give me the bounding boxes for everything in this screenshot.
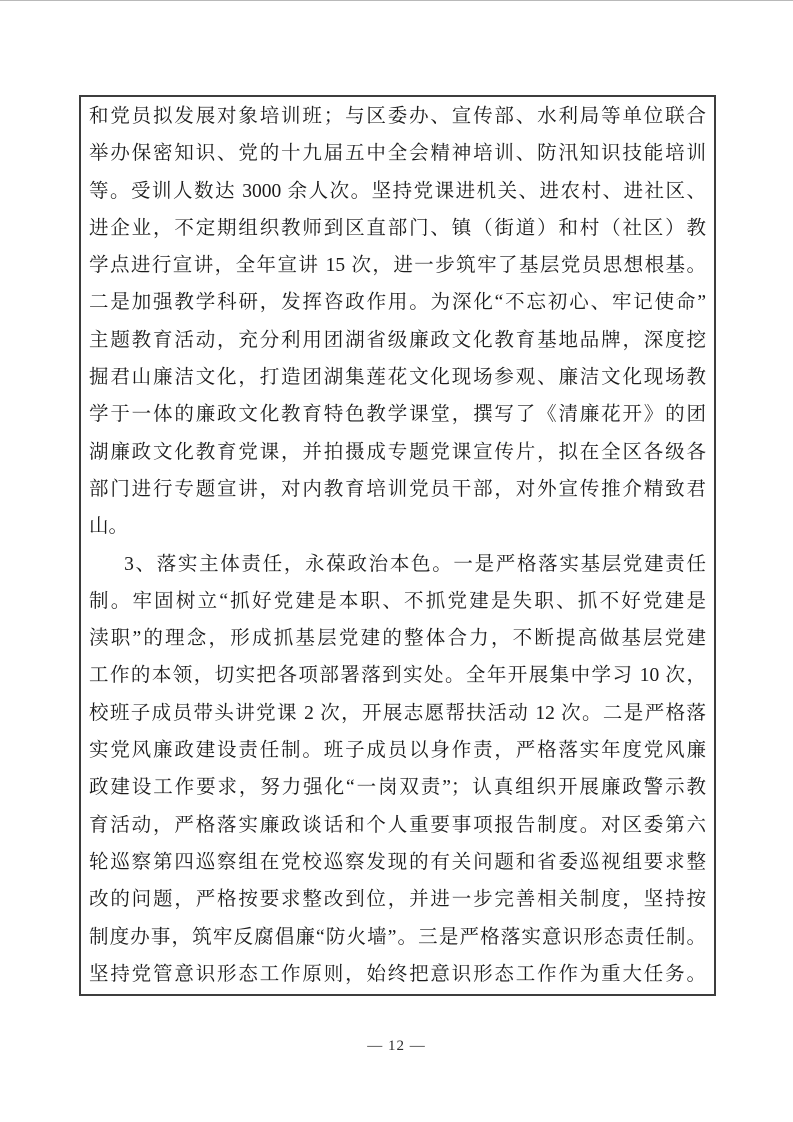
text-line: 实党风廉政建设责任制。班子成员以身作责，严格落实年度党风廉 xyxy=(89,740,706,762)
page-footer xyxy=(0,1038,793,1055)
page-number: — 12 — xyxy=(367,1038,426,1054)
text-line: 进企业，不定期组织教师到区直部门、镇（街道）和村（社区）教 xyxy=(89,217,706,239)
text-line: 湖廉政文化教育党课，并拍摄成专题党课宣传片，拟在全区各级各 xyxy=(89,441,706,463)
text-line: 掘君山廉洁文化，打造团湖集莲花文化现场参观、廉洁文化现场教 xyxy=(89,367,706,389)
text-line: 工作的本领，切实把各项部署落到实处。全年开展集中学习 10 次， xyxy=(89,665,706,687)
text-line: 政建设工作要求，努力强化“一岗双责”；认真组织开展廉政警示教 xyxy=(89,777,706,799)
text-line: 学于一体的廉政文化教育特色教学课堂，撰写了《清廉花开》的团 xyxy=(89,404,706,426)
text-line: 举办保密知识、党的十九届五中全会精神培训、防汛知识技能培训 xyxy=(89,143,706,165)
text-line: 轮巡察第四巡察组在党校巡察发现的有关问题和省委巡视组要求整 xyxy=(89,851,706,873)
text-line: 二是加强教学科研，发挥咨政作用。为深化“不忘初心、牢记使命” xyxy=(89,292,706,314)
document-text-box xyxy=(79,95,716,996)
text-line: 坚持党管意识形态工作原则，始终把意识形态工作作为重大任务。 xyxy=(89,963,706,985)
text-line: 和党员拟发展对象培训班；与区委办、宣传部、水利局等单位联合 xyxy=(89,106,706,127)
text-line: 学点进行宣讲，全年宣讲 15 次，进一步筑牢了基层党员思想根基。 xyxy=(89,255,706,277)
text-line: 育活动，严格落实廉政谈话和个人重要事项报告制度。对区委第六 xyxy=(89,814,706,836)
text-line: 3、落实主体责任，永葆政治本色。一是严格落实基层党建责任 xyxy=(124,553,706,575)
text-line: 渎职”的理念，形成抓基层党建的整体合力，不断提高做基层党建 xyxy=(89,628,706,650)
text-line: 制。牢固树立“抓好党建是本职、不抓党建是失职、抓不好党建是 xyxy=(89,590,706,612)
text-line: 等。受训人数达 3000 余人次。坚持党课进机关、进农村、进社区、 xyxy=(89,180,706,202)
page-top-edge xyxy=(0,0,793,1)
text-line: 制度办事，筑牢反腐倡廉“防火墙”。三是严格落实意识形态责任制。 xyxy=(89,926,706,948)
text-line: 山。 xyxy=(89,516,129,538)
text-line: 改的问题，严格按要求整改到位，并进一步完善相关制度，坚持按 xyxy=(89,889,706,911)
text-line: 部门进行专题宣讲，对内教育培训党员干部，对外宣传推介精致君 xyxy=(89,478,706,500)
text-line: 主题教育活动，充分利用团湖省级廉政文化教育基地品牌，深度挖 xyxy=(89,329,706,351)
text-line: 校班子成员带头讲党课 2 次，开展志愿帮扶活动 12 次。二是严格落 xyxy=(89,702,706,724)
